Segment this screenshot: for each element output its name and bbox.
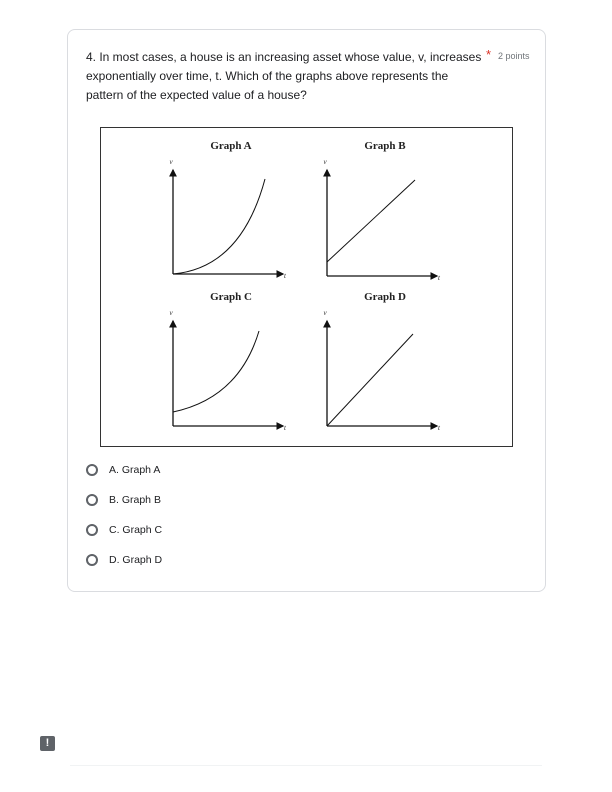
option-c[interactable] bbox=[86, 520, 286, 540]
graph-a bbox=[169, 140, 287, 280]
graph-c-curve bbox=[173, 331, 259, 412]
option-c-label: C. Graph C bbox=[109, 524, 163, 536]
option-a-radio[interactable] bbox=[86, 464, 98, 476]
graph-c-title: Graph C bbox=[210, 291, 252, 303]
points-label: 2 points bbox=[498, 51, 530, 61]
graph-d-line bbox=[327, 334, 413, 426]
graph-a-y-label: v bbox=[169, 158, 173, 166]
report-problem-icon[interactable]: ! bbox=[40, 736, 55, 751]
graph-a-x-label: t bbox=[284, 272, 286, 280]
option-a-label: A. Graph A bbox=[109, 464, 161, 476]
graph-d bbox=[323, 291, 441, 432]
question-card bbox=[67, 29, 546, 592]
graphs-figure bbox=[100, 127, 513, 447]
graph-b-line bbox=[327, 180, 415, 262]
option-d[interactable] bbox=[86, 550, 286, 570]
footer-divider bbox=[70, 765, 542, 766]
option-b-label: B. Graph B bbox=[109, 494, 161, 506]
graph-d-y-label: v bbox=[323, 309, 327, 317]
graph-a-title: Graph A bbox=[210, 140, 252, 152]
graph-d-title: Graph D bbox=[364, 291, 406, 303]
option-b[interactable] bbox=[86, 490, 286, 510]
graph-c-x-label: t bbox=[284, 424, 286, 432]
graph-b-x-label: t bbox=[438, 274, 440, 282]
graph-c-y-label: v bbox=[169, 309, 173, 317]
option-b-radio[interactable] bbox=[86, 494, 98, 506]
option-d-radio[interactable] bbox=[86, 554, 98, 566]
graph-b bbox=[323, 140, 441, 282]
question-text: 4. In most cases, a house is an increasing asset whose value, v, increases exponentially over time, t. Which of the graphs above represents the pattern of the expected value of a house? bbox=[86, 50, 482, 102]
graphs-svg bbox=[101, 128, 512, 446]
option-d-label: D. Graph D bbox=[109, 554, 163, 566]
graph-b-y-label: v bbox=[323, 158, 327, 166]
option-c-radio[interactable] bbox=[86, 524, 98, 536]
graph-d-x-label: t bbox=[438, 424, 440, 432]
graph-a-curve bbox=[173, 179, 265, 274]
required-asterisk: * bbox=[486, 47, 492, 62]
option-a[interactable] bbox=[86, 460, 286, 480]
graph-b-title: Graph B bbox=[364, 140, 406, 152]
graph-c bbox=[169, 291, 287, 432]
